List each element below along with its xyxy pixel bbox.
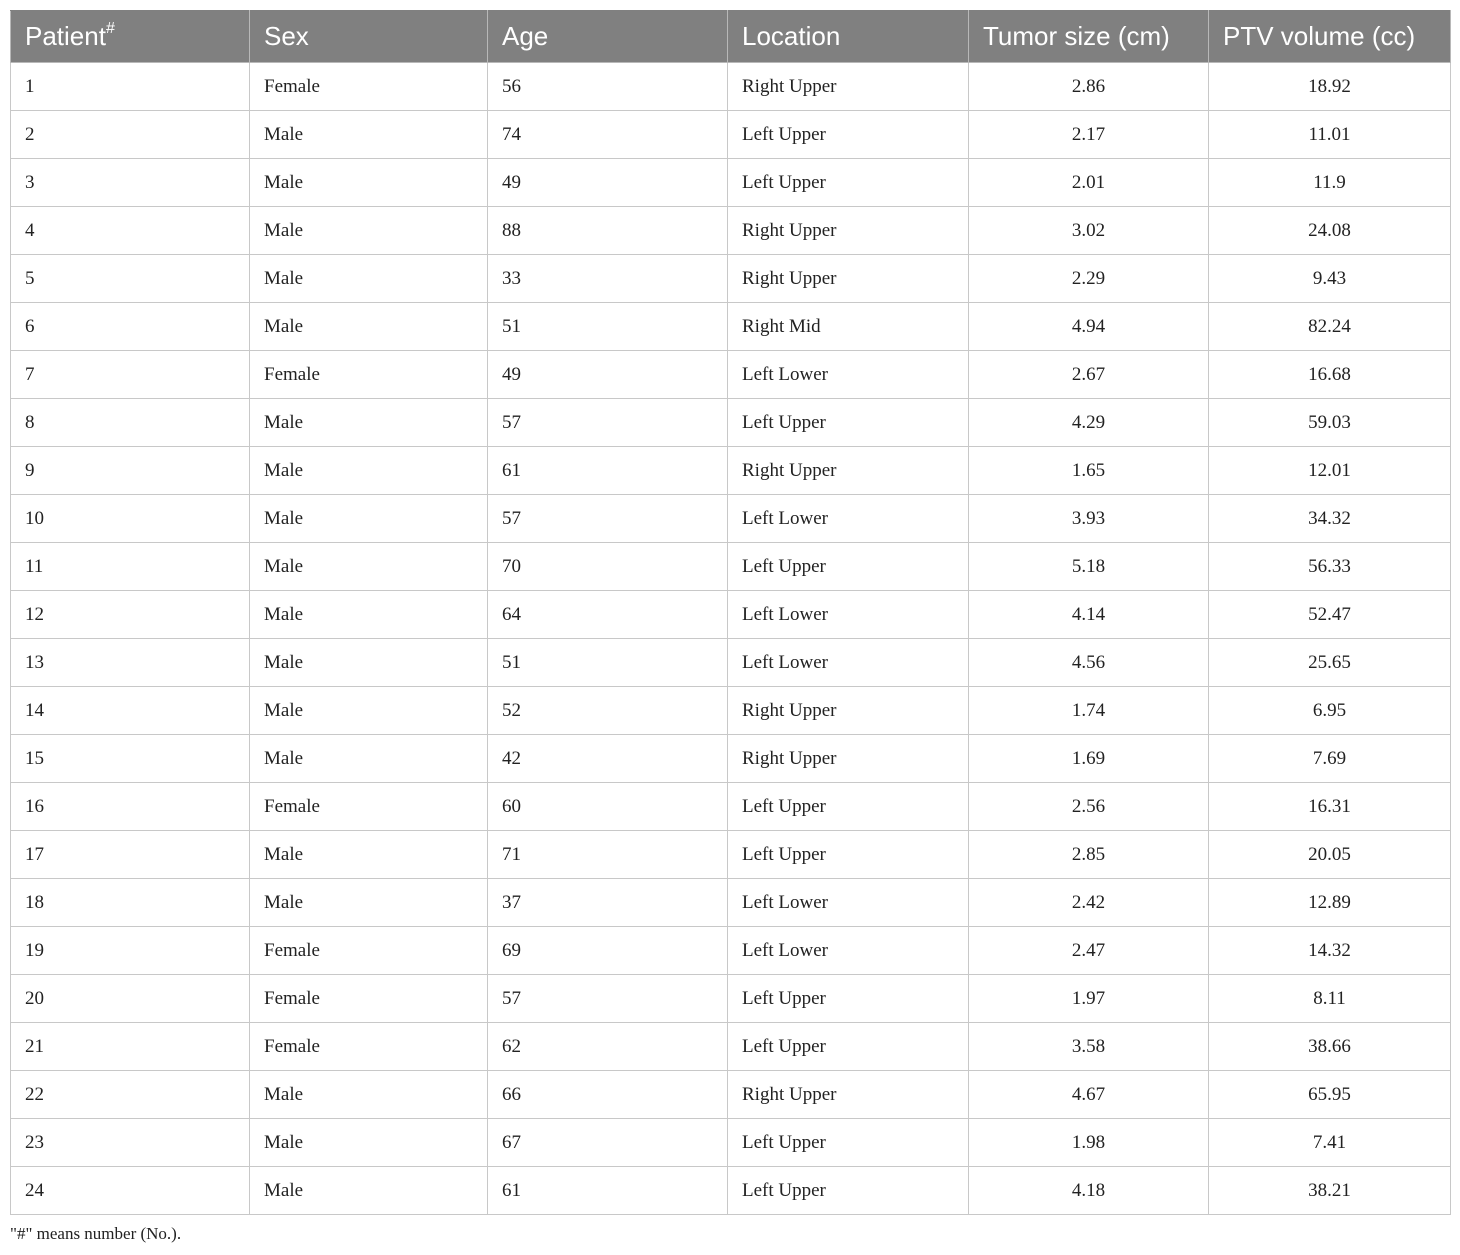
cell-sex: Male [250,591,488,639]
cell-tumor-size: 1.74 [969,687,1209,735]
cell-tumor-size: 4.94 [969,303,1209,351]
cell-age: 49 [488,351,728,399]
cell-ptv-volume: 38.66 [1209,1023,1451,1071]
table-footnote: "#" means number (No.). [10,1224,182,1243]
cell-ptv-volume: 34.32 [1209,495,1451,543]
cell-location: Left Upper [728,975,969,1023]
cell-location: Left Upper [728,1167,969,1215]
cell-location: Left Upper [728,1023,969,1071]
cell-age: 71 [488,831,728,879]
table-row [11,207,1451,255]
cell-age: 61 [488,447,728,495]
cell-patient: 24 [11,1167,250,1215]
cell-age: 66 [488,1071,728,1119]
cell-tumor-size: 3.93 [969,495,1209,543]
cell-ptv-volume: 12.89 [1209,879,1451,927]
cell-ptv-volume: 82.24 [1209,303,1451,351]
cell-tumor-size: 2.17 [969,111,1209,159]
cell-location: Left Lower [728,639,969,687]
cell-age: 74 [488,111,728,159]
table-row [11,591,1451,639]
cell-ptv-volume: 11.01 [1209,111,1451,159]
cell-patient: 4 [11,207,250,255]
cell-age: 49 [488,159,728,207]
cell-ptv-volume: 38.21 [1209,1167,1451,1215]
table-row [11,879,1451,927]
cell-ptv-volume: 7.41 [1209,1119,1451,1167]
cell-patient: 17 [11,831,250,879]
cell-location: Left Upper [728,159,969,207]
cell-ptv-volume: 16.31 [1209,783,1451,831]
cell-age: 33 [488,255,728,303]
cell-ptv-volume: 59.03 [1209,399,1451,447]
cell-ptv-volume: 18.92 [1209,63,1451,111]
cell-age: 57 [488,975,728,1023]
cell-location: Right Upper [728,687,969,735]
header-location: Location [728,11,969,63]
cell-sex: Female [250,63,488,111]
table-row [11,783,1451,831]
cell-location: Left Upper [728,831,969,879]
cell-sex: Male [250,1167,488,1215]
cell-patient: 1 [11,63,250,111]
cell-ptv-volume: 56.33 [1209,543,1451,591]
table-row [11,1167,1451,1215]
cell-location: Left Lower [728,495,969,543]
cell-location: Left Upper [728,783,969,831]
header-patient-superscript: # [105,20,115,38]
cell-age: 70 [488,543,728,591]
cell-age: 51 [488,303,728,351]
cell-patient: 19 [11,927,250,975]
cell-tumor-size: 2.01 [969,159,1209,207]
cell-sex: Male [250,399,488,447]
cell-ptv-volume: 52.47 [1209,591,1451,639]
cell-tumor-size: 3.58 [969,1023,1209,1071]
cell-patient: 7 [11,351,250,399]
cell-age: 60 [488,783,728,831]
table-row [11,351,1451,399]
table-row [11,447,1451,495]
cell-patient: 22 [11,1071,250,1119]
cell-tumor-size: 2.42 [969,879,1209,927]
cell-sex: Male [250,831,488,879]
table-body [11,63,1451,1215]
cell-location: Right Upper [728,447,969,495]
table-row [11,543,1451,591]
cell-location: Right Upper [728,207,969,255]
table-row [11,927,1451,975]
cell-tumor-size: 1.69 [969,735,1209,783]
table-row [11,399,1451,447]
cell-sex: Male [250,495,488,543]
cell-tumor-size: 4.67 [969,1071,1209,1119]
cell-tumor-size: 2.86 [969,63,1209,111]
table-row [11,1119,1451,1167]
cell-sex: Male [250,207,488,255]
cell-tumor-size: 4.14 [969,591,1209,639]
cell-ptv-volume: 8.11 [1209,975,1451,1023]
cell-age: 57 [488,495,728,543]
cell-tumor-size: 5.18 [969,543,1209,591]
cell-location: Right Mid [728,303,969,351]
cell-sex: Male [250,159,488,207]
table-row [11,687,1451,735]
cell-sex: Male [250,879,488,927]
cell-ptv-volume: 14.32 [1209,927,1451,975]
cell-location: Left Lower [728,351,969,399]
cell-location: Right Upper [728,1071,969,1119]
cell-patient: 20 [11,975,250,1023]
table-header-row [11,11,1451,63]
cell-patient: 18 [11,879,250,927]
table-row [11,831,1451,879]
cell-age: 61 [488,1167,728,1215]
cell-age: 51 [488,639,728,687]
cell-tumor-size: 3.02 [969,207,1209,255]
cell-sex: Male [250,255,488,303]
cell-ptv-volume: 7.69 [1209,735,1451,783]
cell-patient: 13 [11,639,250,687]
cell-location: Left Lower [728,927,969,975]
cell-sex: Male [250,1071,488,1119]
header-age: Age [488,11,728,63]
cell-patient: 14 [11,687,250,735]
cell-sex: Male [250,1119,488,1167]
cell-patient: 21 [11,1023,250,1071]
cell-location: Left Lower [728,879,969,927]
header-tumor-size: Tumor size (cm) [969,11,1209,63]
cell-location: Right Upper [728,255,969,303]
cell-location: Right Upper [728,63,969,111]
cell-sex: Male [250,735,488,783]
cell-location: Right Upper [728,735,969,783]
cell-age: 42 [488,735,728,783]
cell-ptv-volume: 12.01 [1209,447,1451,495]
cell-sex: Male [250,303,488,351]
cell-ptv-volume: 24.08 [1209,207,1451,255]
cell-tumor-size: 1.97 [969,975,1209,1023]
cell-age: 88 [488,207,728,255]
cell-age: 57 [488,399,728,447]
cell-sex: Male [250,543,488,591]
cell-tumor-size: 2.85 [969,831,1209,879]
cell-tumor-size: 1.65 [969,447,1209,495]
cell-sex: Female [250,1023,488,1071]
header-ptv-volume: PTV volume (cc) [1209,11,1451,63]
cell-patient: 23 [11,1119,250,1167]
header-patient: Patient# [11,11,250,63]
cell-tumor-size: 4.56 [969,639,1209,687]
cell-age: 56 [488,63,728,111]
table-row [11,255,1451,303]
cell-ptv-volume: 20.05 [1209,831,1451,879]
cell-ptv-volume: 6.95 [1209,687,1451,735]
cell-age: 37 [488,879,728,927]
cell-age: 64 [488,591,728,639]
table-row [11,159,1451,207]
cell-patient: 11 [11,543,250,591]
cell-age: 52 [488,687,728,735]
cell-tumor-size: 4.29 [969,399,1209,447]
cell-location: Left Upper [728,543,969,591]
cell-sex: Female [250,927,488,975]
cell-location: Left Upper [728,111,969,159]
patient-table-container [10,10,1450,1215]
cell-ptv-volume: 16.68 [1209,351,1451,399]
cell-sex: Male [250,447,488,495]
table-row [11,111,1451,159]
cell-sex: Female [250,783,488,831]
cell-location: Left Upper [728,399,969,447]
cell-patient: 3 [11,159,250,207]
cell-age: 69 [488,927,728,975]
cell-patient: 10 [11,495,250,543]
cell-age: 62 [488,1023,728,1071]
cell-sex: Male [250,111,488,159]
cell-ptv-volume: 9.43 [1209,255,1451,303]
cell-age: 67 [488,1119,728,1167]
cell-ptv-volume: 65.95 [1209,1071,1451,1119]
cell-location: Left Upper [728,1119,969,1167]
table-row [11,735,1451,783]
cell-patient: 2 [11,111,250,159]
patient-table [10,10,1451,1215]
table-row [11,639,1451,687]
table-row [11,1071,1451,1119]
cell-sex: Female [250,975,488,1023]
cell-sex: Male [250,687,488,735]
cell-patient: 12 [11,591,250,639]
cell-ptv-volume: 25.65 [1209,639,1451,687]
cell-location: Left Lower [728,591,969,639]
cell-sex: Male [250,639,488,687]
cell-patient: 5 [11,255,250,303]
table-row [11,303,1451,351]
cell-patient: 16 [11,783,250,831]
cell-patient: 8 [11,399,250,447]
cell-tumor-size: 1.98 [969,1119,1209,1167]
table-row [11,975,1451,1023]
cell-tumor-size: 2.67 [969,351,1209,399]
header-sex: Sex [250,11,488,63]
cell-patient: 9 [11,447,250,495]
cell-tumor-size: 2.47 [969,927,1209,975]
cell-tumor-size: 2.56 [969,783,1209,831]
table-row [11,63,1451,111]
cell-tumor-size: 2.29 [969,255,1209,303]
cell-ptv-volume: 11.9 [1209,159,1451,207]
cell-tumor-size: 4.18 [969,1167,1209,1215]
cell-sex: Female [250,351,488,399]
table-row [11,495,1451,543]
table-row [11,1023,1451,1071]
cell-patient: 6 [11,303,250,351]
cell-patient: 15 [11,735,250,783]
